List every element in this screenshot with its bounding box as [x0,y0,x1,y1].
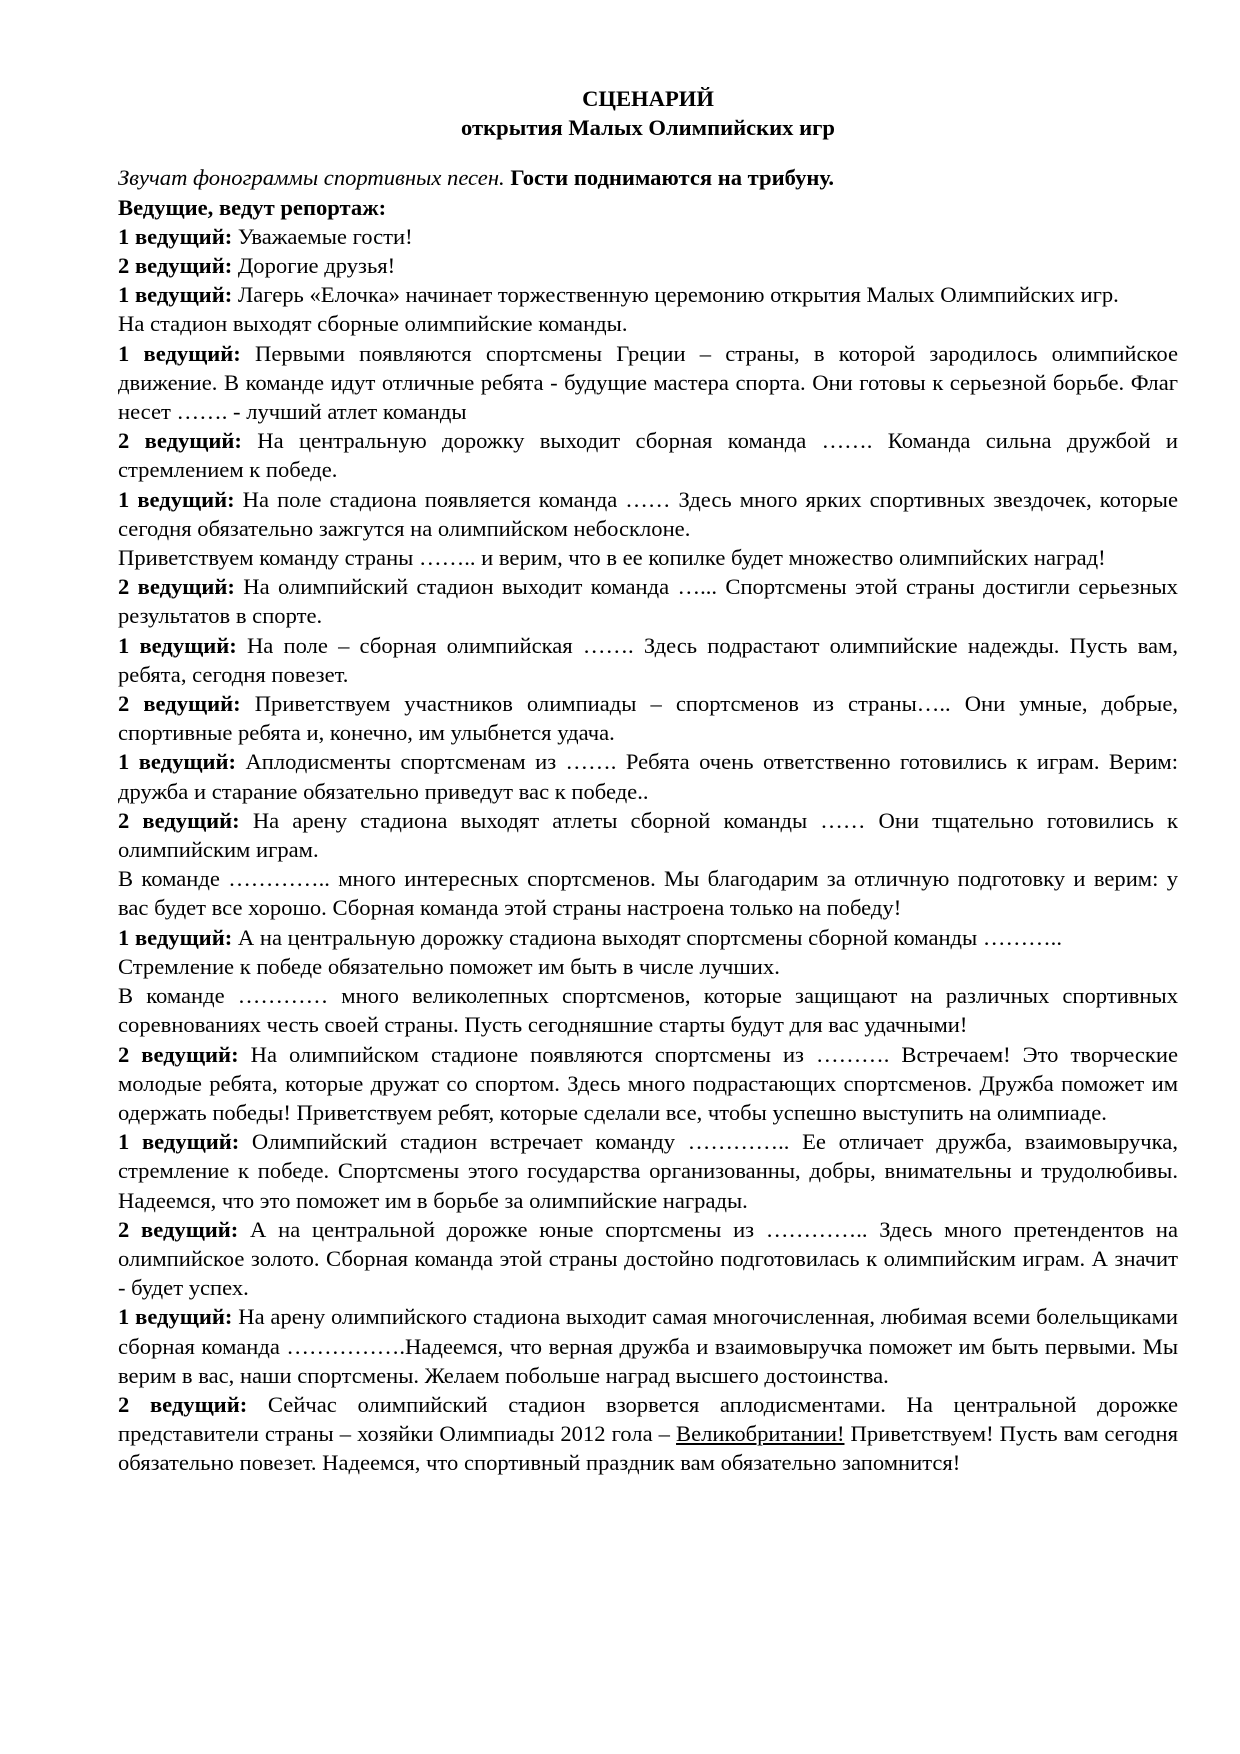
country-highlight: Великобритании! [676,1421,845,1447]
line-text: А на центральной дорожке юные спортсмены из ………….. Здесь много претендентов на олимпийское золото. Сборная команда этой страны достойно подготовилась к олимпийским играм. А значит - будет успех. [118,1216,1178,1301]
line-text: А на центральную дорожку стадиона выходят спортсмены сборной команды ……….. [232,924,1062,950]
script-line [118,222,1178,251]
line-text: Аплодисменты спортсменам из ……. Ребята очень ответственно готовились к играм. Верим: дружба и старание обязательно приведут вас к победе.. [118,749,1178,804]
script-line [118,806,1178,864]
script-line [118,1127,1178,1215]
speaker-label: 2 ведущий: [118,1216,239,1242]
script-line [118,747,1178,805]
line-text: На арену олимпийского стадиона выходит самая многочисленная, любимая всеми болельщиками сборная команда …………….Надеемся, что верная дружба и взаимовыручка поможет им быть первыми. Мы верим в вас, наши спортсмены. Желаем побольше наград высшего достоинства. [118,1304,1178,1388]
line-text: Приветствуем! Пусть вам сегодня обязательно повезет. Надеемся, что спортивный праздник вам обязательно запомнится! [118,1421,1178,1476]
title-block [118,84,1178,142]
line-text: На поле стадиона появляется команда …… Здесь много ярких спортивных звездочек, которые сегодня обязательно зажгутся на олимпийском небосклоне. [118,486,1178,541]
speaker-label: 1 ведущий: [118,632,237,658]
line-text: Дорогие друзья! [232,253,396,279]
script-line [118,1040,1178,1128]
script-line [118,1302,1178,1390]
line-text: На центральную дорожку выходит сборная команда ……. Команда сильна дружбой и стремлением к победе. [118,428,1178,483]
speaker-label: 1 ведущий: [118,749,237,775]
speaker-label: 1 ведущий: [118,282,233,308]
script-line [118,426,1178,484]
line-text: На поле – сборная олимпийская ……. Здесь подрастают олимпийские надежды. Пусть вам, ребята, сегодня повезет. [118,632,1178,687]
line-continuation: Стремление к победе обязательно поможет им быть в числе лучших. [118,953,780,979]
speaker-label: 1 ведущий: [118,486,235,512]
speaker-label: 2 ведущий: [118,691,241,717]
line-text: Олимпийский стадион встречает команду ………….. Ее отличает дружба, взаимовыручка, стремление к победе. Спортсмены этого государства организованны, добры, внимательны и трудолюбивы. Надеемся, что это поможет им в борьбе за олимпийские награды. [118,1129,1178,1213]
line-text: На олимпийском стадионе появляются спортсмены из ………. Встречаем! Это творческие молодые ребята, которые дружат со спортом. Здесь много подрастающих спортсменов. Дружба поможет им одержать победы! Приветствуем ребят, которые сделали все, чтобы успешно выступить на олимпиаде. [118,1041,1178,1125]
script-line [118,689,1178,747]
script-line [118,1390,1178,1478]
speaker-label: 2 ведущий: [118,253,233,279]
line-continuation: В команде ………… много великолепных спортсменов, которые защищают на различных спортивных соревнованиях честь своей страны. Пусть сегодняшние старты будут для вас удачными! [118,983,1178,1038]
script-line [118,572,1178,630]
line-text: Уважаемые гости! [232,223,413,249]
script-line [118,485,1178,543]
speaker-label: 2 ведущий: [118,1041,239,1067]
script-line [118,631,1178,689]
line-text: На олимпийский стадион выходит команда …... Спортсмены этой страны достигли серьезных результатов в спорте. [118,574,1178,629]
guests-direction: Гости поднимаются на трибуну. [504,165,835,191]
document-page [118,84,1178,1478]
speaker-label: 2 ведущий: [118,807,240,833]
line-continuation: В команде ………….. много интересных спортсменов. Мы благодарим за отличную подготовку и верим: у вас будет все хорошо. Сборная команда этой страны настроена только на победу! [118,866,1178,921]
intro-paragraph [118,163,1178,192]
script-line [118,923,1178,952]
speaker-label: 2 ведущий: [118,574,235,600]
page-subtitle: открытия Малых Олимпийских игр [461,115,835,141]
script-line [118,339,1178,427]
script-line [118,280,1178,309]
speaker-label: 2 ведущий: [118,1391,248,1417]
speaker-label: 1 ведущий: [118,1304,233,1330]
line-text: Сейчас олимпийский стадион взорвется аплодисментами. На центральной дорожке представители страны – хозяйки Олимпиады 2012 гола – [118,1391,1178,1447]
page-title: СЦЕНАРИЙ [582,86,714,111]
script-line [118,1215,1178,1303]
speaker-label: 2 ведущий: [118,428,242,454]
speaker-label: 1 ведущий: [118,340,241,366]
hosts-heading: Ведущие, ведут репортаж: [118,194,387,220]
line-text: На арену стадиона выходят атлеты сборной команды …… Они тщательно готовились к олимпийским играм. [118,807,1178,863]
script-line [118,251,1178,280]
line-continuation: На стадион выходят сборные олимпийские команды. [118,311,628,337]
stage-direction: Звучат фонограммы спортивных песен. [118,165,505,191]
speaker-label: 1 ведущий: [118,1129,240,1155]
speaker-label: 1 ведущий: [118,924,233,950]
line-text: Приветствуем участников олимпиады – спортсменов из страны….. Они умные, добрые, спортивные ребята и, конечно, им улыбнется удача. [118,691,1178,746]
line-text: Лагерь «Елочка» начинает торжественную церемонию открытия Малых Олимпийских игр. [232,282,1119,308]
line-text: Первыми появляются спортсмены Греции – страны, в которой зародилось олимпийское движение. В команде идут отличные ребята - будущие мастера спорта. Они готовы к серьезной борьбе. Флаг несет ……. - лучший атлет команды [118,340,1178,425]
line-continuation: Приветствуем команду страны …….. и верим, что в ее копилке будет множество олимпийских наград! [118,545,1106,571]
speaker-label: 1 ведущий: [118,223,233,249]
